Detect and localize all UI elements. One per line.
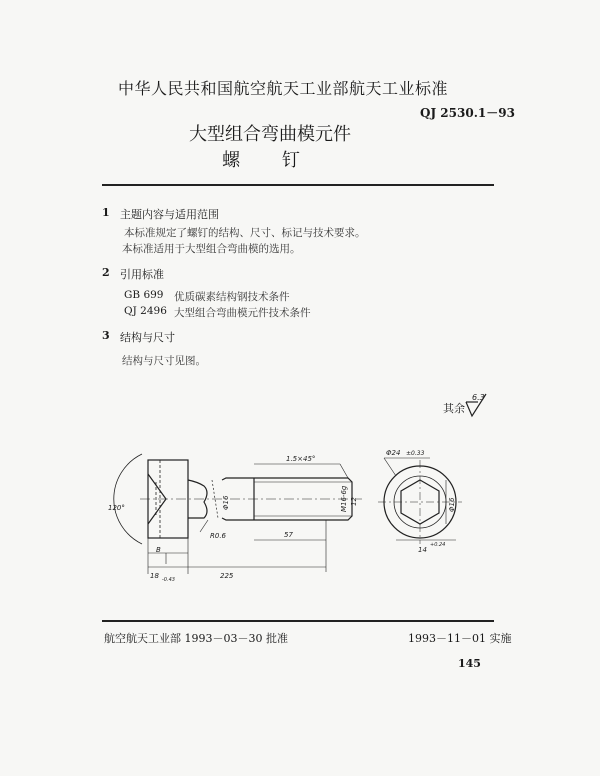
section-1-number: 1 — [102, 206, 110, 219]
section-2-title: 引用标准 — [120, 268, 164, 281]
head-length-label: 18 — [150, 572, 159, 580]
radius-label: R0.6 — [210, 532, 226, 540]
thread-label: M16-6g — [340, 485, 348, 512]
header-rule — [102, 184, 494, 186]
head-length-tol: -0.43 — [162, 577, 175, 583]
neck-dia-label: Φ16 — [222, 495, 230, 510]
finish-label: 其余 — [443, 402, 465, 415]
socket-width-tol: +0.24 — [430, 542, 446, 548]
issuing-organization: 中华人民共和国航空航天工业部航天工业标准 — [118, 79, 449, 98]
approval-note: 航空航天工业部 1993－03－30 批准 — [104, 632, 288, 645]
screw-drawing — [100, 440, 500, 590]
document-subtitle: 螺 钉 — [222, 150, 318, 171]
surface-finish-note — [443, 400, 465, 416]
chamfer-label: 1.5×45° — [286, 455, 316, 463]
section-1-title: 主题内容与适用范围 — [120, 208, 219, 221]
reference-1-text: 优质碳素结构钢技术条件 — [174, 291, 290, 303]
socket-width-label: 14 — [418, 546, 427, 554]
finish-value: 6.3 — [472, 393, 485, 402]
section-2-number: 2 — [102, 266, 110, 279]
total-length-label: 225 — [220, 572, 234, 580]
thread-length-label: 57 — [284, 531, 293, 539]
section-3-number: 3 — [102, 329, 110, 342]
section-3-line-1: 结构与尺寸见图。 — [122, 355, 206, 367]
section-1-line-1: 本标准规定了螺钉的结构、尺寸、标记与技术要求。 — [124, 227, 366, 239]
dim-12-label: 12 — [350, 497, 358, 506]
socket-dia-label: Φ16 — [448, 497, 456, 512]
section-1-line-2: 本标准适用于大型组合弯曲模的选用。 — [122, 243, 301, 255]
reference-1-code: GB 699 — [124, 289, 164, 301]
standard-code: QJ 2530.1－93 — [420, 106, 515, 120]
reference-2-code: QJ 2496 — [124, 305, 167, 317]
implementation-note: 1993－11－01 实施 — [408, 632, 512, 645]
roughness-symbol-icon — [464, 392, 490, 420]
head-dia-label: Φ24 — [386, 449, 401, 457]
head-dia-tol: ±0.33 — [406, 450, 425, 457]
reference-2-text: 大型组合弯曲模元件技术条件 — [174, 307, 311, 319]
footer-rule — [102, 620, 494, 622]
section-3-title: 结构与尺寸 — [120, 331, 175, 344]
page-number: 145 — [458, 657, 481, 670]
dim-b-label: B — [156, 546, 161, 554]
document-title: 大型组合弯曲模元件 — [189, 124, 351, 145]
angle-label: 120° — [108, 504, 125, 512]
